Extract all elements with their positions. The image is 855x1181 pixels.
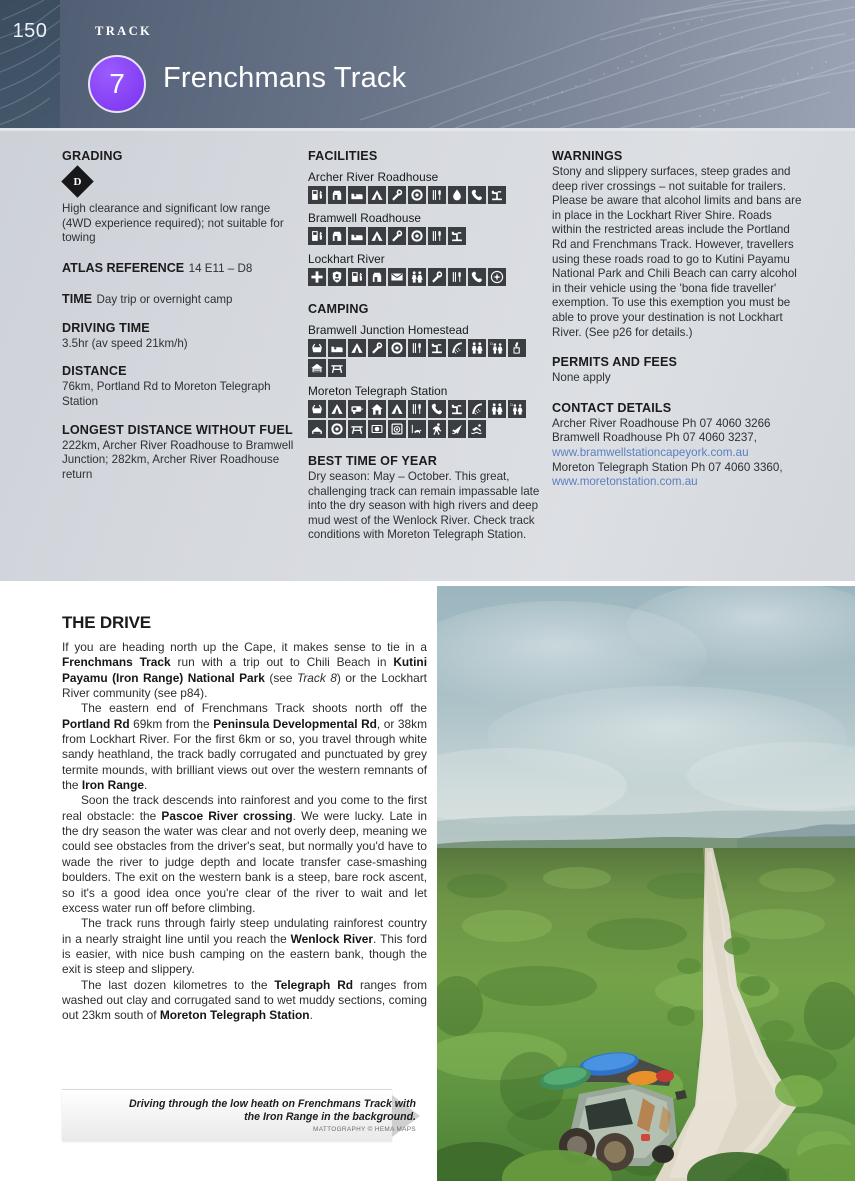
place-name: Moreton Telegraph Station xyxy=(308,384,448,398)
distance-value: 76km, Portland Rd to Moreton Telegraph Station xyxy=(62,380,271,408)
tap-icon xyxy=(488,186,506,204)
toilet-icon xyxy=(408,268,426,286)
restaurant-icon xyxy=(428,227,446,245)
cabin-icon xyxy=(368,400,386,418)
walking-icon xyxy=(428,420,446,438)
track-label: TRACK xyxy=(95,24,153,38)
facility-icon-row xyxy=(308,227,540,245)
best-time-text: Dry season: May – October. This great, challenging track can remain impassable late into the dry season with high rivers and deep mud west of the Wenlock River. Check track conditions with Moreton Telegraph Station. xyxy=(308,470,540,542)
tent-icon xyxy=(388,400,406,418)
tent-icon xyxy=(368,186,386,204)
fuel-icon xyxy=(308,186,326,204)
caption-credit: MATTOGRAPHY © HEMA MAPS xyxy=(313,1126,416,1133)
restaurant-icon xyxy=(428,186,446,204)
fishing-icon xyxy=(448,420,466,438)
bed-icon xyxy=(328,339,346,357)
contact-link-bramwell[interactable]: www.bramwellstationcapeyork.com.au xyxy=(552,445,749,459)
info-column-left xyxy=(62,149,294,482)
phone-icon xyxy=(468,186,486,204)
laundry-icon xyxy=(388,420,406,438)
tap-icon xyxy=(428,339,446,357)
track-number-badge xyxy=(88,55,146,113)
disabled-toilets-icon xyxy=(488,339,506,357)
paragraph: The eastern end of Frenchmans Track shoots north off the Portland Rd 69km from the Peninsula Developmental Rd, or 38km from Lockhart River. For the first 6km or so, you travel through white sandy heathland, the track badly corrugated and punctuated by grey termite mounds, with brilliant views out over the western remnants of the Iron Range. xyxy=(62,701,427,793)
tent-icon xyxy=(368,227,386,245)
restaurant-icon xyxy=(408,400,426,418)
facility-icon-row xyxy=(308,339,540,377)
best-time-heading: BEST TIME OF YEAR xyxy=(308,454,437,468)
tap-icon xyxy=(448,400,466,418)
track-number: 7 xyxy=(109,68,125,99)
place-name: Bramwell Junction Homestead xyxy=(308,323,469,337)
mechanic-icon xyxy=(428,268,446,286)
driving-time-value: 3.5hr (av speed 21km/h) xyxy=(62,336,188,350)
post-icon xyxy=(388,268,406,286)
atlas-reference-value: 14 E11 – D8 xyxy=(188,261,253,275)
svg-text:D: D xyxy=(490,342,493,347)
atlas-reference-row xyxy=(62,259,294,277)
photo-frenchmans-track xyxy=(437,586,855,1181)
grading-text: High clearance and significant low range (4WD experience required); not suitable for towing xyxy=(62,202,284,245)
grading-heading: GRADING xyxy=(62,149,123,163)
restaurant-icon xyxy=(408,339,426,357)
picnic-icon xyxy=(348,420,366,438)
phone-icon xyxy=(428,400,446,418)
grading-diamond-icon xyxy=(61,165,94,198)
shower-icon xyxy=(448,339,466,357)
airport-icon xyxy=(488,268,506,286)
facilities-list xyxy=(308,170,540,286)
time-heading: TIME xyxy=(62,291,93,306)
distance-heading: DISTANCE xyxy=(62,364,127,379)
warnings-text: Stony and slippery surfaces, steep grades and deep river crossings – not suitable for trailers. Please be aware that alcohol limits and bans are in place in the Lockhart River Shire. Roads within the restricted areas include the Portland Rd and Frenchmans Track. However, travellers using these roads road to go to Kutini Payamu National Park and Chili Beach can carry alcohol in their vehicle using the 'bona fide traveller' exemption. To use this exemption you must be able to prove your destination is not Lockhart River. (See p26 for details.) xyxy=(552,165,802,339)
toilets-icon xyxy=(468,339,486,357)
restaurant-icon xyxy=(448,268,466,286)
driving-time-heading: DRIVING TIME xyxy=(62,320,150,335)
shop-icon xyxy=(328,186,346,204)
longest-distance-value: 222km, Archer River Roadhouse to Bramwell Junction; 282km, Archer River Roadhouse return xyxy=(62,438,294,481)
info-panel xyxy=(0,131,855,581)
the-drive-heading: THE DRIVE xyxy=(62,613,151,632)
shower-icon xyxy=(468,400,486,418)
paragraph: Soon the track descends into rainforest and you come to the first real obstacle: the Pascoe River crossing. We were lucky. Late in the dry season the water was clear and not overly deep, meaning we could see obstacles from the driver's seat, but normally you'd have to wade the river to judge depth and locate transfer case-smashing boulders. The exit on the western bank is a steep, bare rock ascent, so it's a good idea once you're clear of the river to wait and let excess water run off before climbing. xyxy=(62,793,427,915)
contact-line-3: Moreton Telegraph Station Ph 07 4060 3360, xyxy=(552,460,783,474)
facility-icon-row xyxy=(308,186,540,204)
fuel-icon xyxy=(308,227,326,245)
tyre-icon xyxy=(328,420,346,438)
permits-heading: PERMITS AND FEES xyxy=(552,355,678,370)
contact-heading: CONTACT DETAILS xyxy=(552,400,672,415)
camper-icon xyxy=(308,420,326,438)
contact-line-2: Bramwell Roadhouse Ph 07 4060 3237, xyxy=(552,431,757,445)
rubbish-icon xyxy=(508,339,526,357)
warnings-heading: WARNINGS xyxy=(552,149,623,163)
page-number: 150 xyxy=(12,20,48,42)
shelter-icon xyxy=(308,359,326,377)
permits-text: None apply xyxy=(552,371,611,385)
toilets-icon xyxy=(488,400,506,418)
paragraph: The last dozen kilometres to the Telegraph Rd ranges from washed out clay and corrugated sand to wet muddy sections, coming out 23km south of Moreton Telegraph Station. xyxy=(62,977,427,1023)
place-name: Archer River Roadhouse xyxy=(308,170,439,184)
facility-icon-row xyxy=(308,268,540,286)
contact-line-1: Archer River Roadhouse Ph 07 4060 3266 xyxy=(552,416,771,430)
page-title: Frenchmans Track xyxy=(163,62,407,94)
dog-icon xyxy=(408,420,426,438)
svg-text:D: D xyxy=(510,403,513,408)
tyre-icon xyxy=(388,339,406,357)
info-column-right xyxy=(552,149,802,490)
tyre-icon xyxy=(408,227,426,245)
disabled-toilets-icon xyxy=(508,400,526,418)
medical-icon xyxy=(308,268,326,286)
mechanic-icon xyxy=(368,339,386,357)
page-number-band xyxy=(0,0,60,128)
caravan-icon xyxy=(348,400,366,418)
tap-icon xyxy=(448,227,466,245)
time-value: Day trip or overnight camp xyxy=(96,292,233,306)
mechanic-icon xyxy=(388,186,406,204)
camping-heading: CAMPING xyxy=(308,302,369,316)
caption-text: Driving through the low heath on Frenchmans Track with the Iron Range in the background. xyxy=(128,1098,416,1123)
place-name: Bramwell Roadhouse xyxy=(308,211,422,225)
tent-icon xyxy=(348,339,366,357)
bed-icon xyxy=(348,227,366,245)
place-name: Lockhart River xyxy=(308,252,385,266)
info-column-middle xyxy=(308,149,540,543)
longest-distance-heading: LONGEST DISTANCE WITHOUT FUEL xyxy=(62,422,293,437)
camping-list xyxy=(308,323,540,438)
camp-icon xyxy=(308,339,326,357)
shop-icon xyxy=(368,268,386,286)
facilities-heading: FACILITIES xyxy=(308,149,378,163)
page-header xyxy=(0,0,855,128)
police-icon xyxy=(328,268,346,286)
paragraph: If you are heading north up the Cape, it makes sense to tie in a Frenchmans Track run with a trip out to Chili Beach in Kutini Payamu (Iron Range) National Park (see Track 8) or the Lockhart River community (see p84). xyxy=(62,640,427,701)
bed-icon xyxy=(348,186,366,204)
the-drive-article xyxy=(62,613,427,1024)
facility-icon-row xyxy=(308,400,540,438)
swimming-icon xyxy=(468,420,486,438)
tent-icon xyxy=(328,400,346,418)
the-drive-body xyxy=(62,640,427,1024)
phone-icon xyxy=(468,268,486,286)
fuel-icon xyxy=(348,268,366,286)
picnic-icon xyxy=(328,359,346,377)
contact-link-moreton[interactable]: www.moretonstation.com.au xyxy=(552,475,698,489)
time-row xyxy=(62,290,294,308)
water-icon xyxy=(448,186,466,204)
boat-ramp-icon xyxy=(368,420,386,438)
camp-icon xyxy=(308,400,326,418)
tyre-icon xyxy=(408,186,426,204)
mechanic-icon xyxy=(388,227,406,245)
photo-caption xyxy=(62,1089,428,1145)
atlas-reference-heading: ATLAS REFERENCE xyxy=(62,260,185,275)
paragraph: The track runs through fairly steep undulating rainforest country in a nearly straight line until you reach the Wenlock River. This ford is easier, with nice bush camping on the eastern bank, though the exit is steep and slippery. xyxy=(62,916,428,977)
photo-illustration xyxy=(437,586,855,1181)
shop-icon xyxy=(328,227,346,245)
grading-letter: D xyxy=(73,175,82,188)
